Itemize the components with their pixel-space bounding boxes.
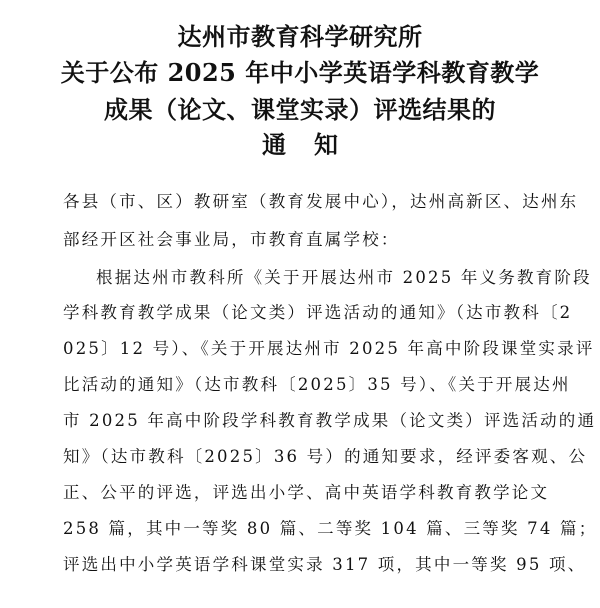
- body-line: 评选出中小学英语学科课堂实录 317 项，其中一等奖 95 项、: [63, 555, 587, 574]
- body-line: 正、公平的评选，评选出小学、高中英语学科教育教学论文: [63, 483, 550, 502]
- document-title-line-1: 达州市教育科学研究所: [177, 22, 423, 51]
- body-line: 比活动的通知》（达市教科〔2025〕35 号）、《关于开展达州: [63, 375, 571, 394]
- body-line: 部经开区社会事业局，市教育直属学校：: [63, 230, 400, 249]
- body-line: 市 2025 年高中阶段学科教育教学成果（论文类）评选活动的通: [63, 411, 597, 430]
- body-line: 025〕12 号）、《关于开展达州市 2025 年高中阶段课堂实录评: [63, 339, 595, 358]
- body-line: 学科教育教学成果（论文类）评选活动的通知》（达市教科〔2: [63, 303, 573, 322]
- document-title-line-3: 成果（论文、课堂实录）评选结果的: [104, 95, 496, 124]
- body-line: 258 篇，其中一等奖 80 篇、二等奖 104 篇、三等奖 74 篇；: [63, 519, 598, 538]
- document-title-notice: 通知: [262, 130, 366, 159]
- body-line: 根据达州市教科所《关于开展达州市 2025 年义务教育阶段: [96, 268, 592, 287]
- document-title-line-2: 关于公布 2025 年中小学英语学科教育教学: [60, 58, 540, 87]
- body-line: 知》（达市教科〔2025〕36 号）的通知要求，经评委客观、公: [63, 447, 588, 466]
- body-line: 各县（市、区）教研室（教育发展中心），达州高新区、达州东: [63, 192, 579, 211]
